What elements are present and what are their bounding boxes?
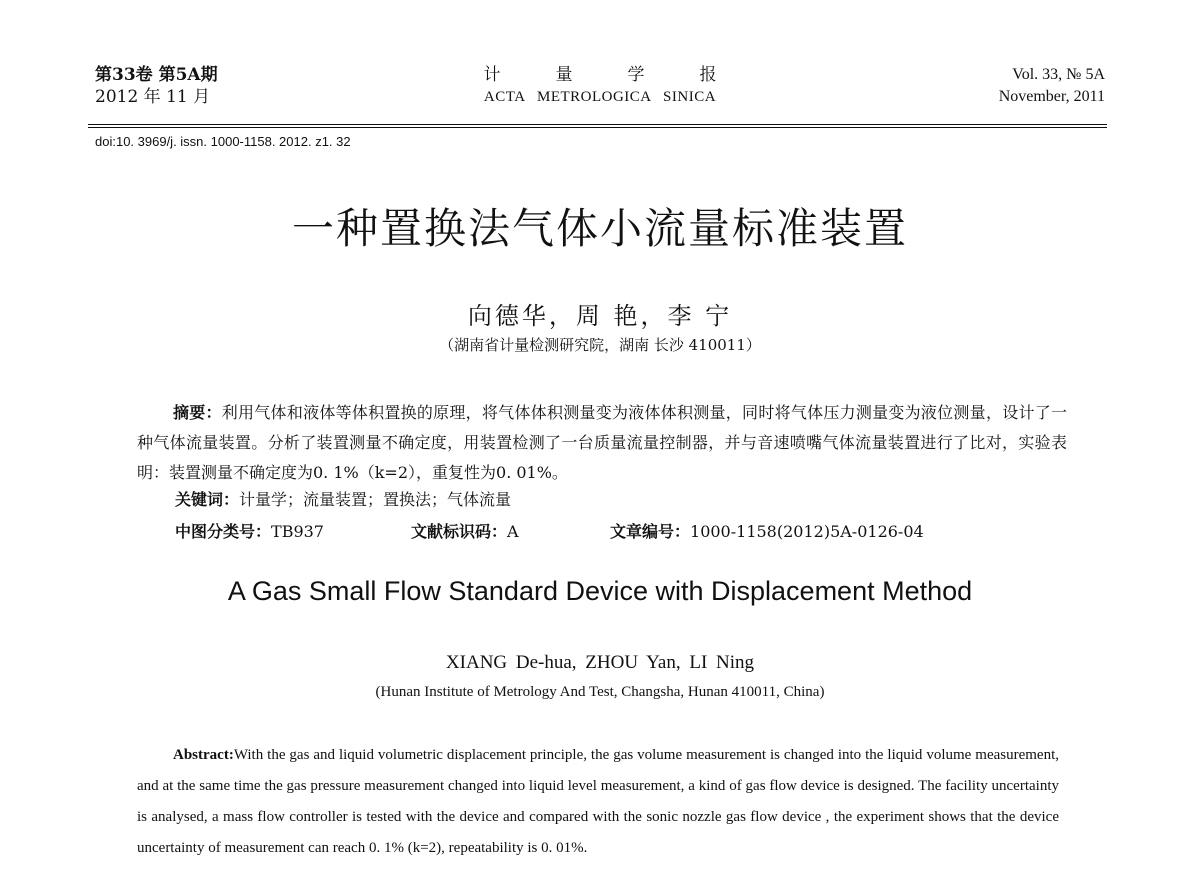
journal-char: 报 [699,65,717,85]
abstract-en-text: With the gas and liquid volumetric displacement principle, the gas volume measurement is changed into the liquid volume measurement, and at the same time the gas pressure measurement changed into liquid level measurement, a kind of gas flow device is designed. The facility uncertainty is analysed, a mass flow controller is tested with the device and compared with the sonic nozzle gas flow device , the experiment shows that the device uncertainty of measurement can reach 0. 1% (k=2), repeatability is 0. 01%. [137,747,1059,856]
volume-en: Vol. 33, № 5A [1012,66,1105,83]
paper-title-en: A Gas Small Flow Standard Device with Displacement Method [227,576,973,606]
paper-title-cn: 一种置换法气体小流量标准装置 [291,204,908,253]
issue-date-en: November, 2011 [998,88,1105,105]
journal-name-cn [440,64,760,86]
journal-name-en: ACTA METROLOGICA SINICA [483,89,717,105]
doi: doi:10. 3969/j. issn. 1000-1158. 2012. z1. 32 [95,134,351,149]
journal-volume-en [999,64,1105,108]
article-number [610,519,924,542]
journal-name [440,64,760,108]
journal-char: 量 [555,65,573,85]
keywords-cn-label: 关键词： [175,490,240,509]
volume-issue: 第33卷 第5A期 [95,65,218,85]
affiliation-cn: （湖南省计量检测研究院，湖南 长沙 410011） [439,336,761,354]
journal-char: 学 [627,65,645,85]
authors-cn: 向德华，周 艳，李 宁 [467,302,733,330]
abstract-cn-text: 利用气体和液体等体积置换的原理，将气体体积测量变为液体体积测量，同时将气体压力测量变为液位测量，设计了一种气体流量装置。分析了装置测量不确定度，用装置检测了一台质量流量控制器，并与音速喷嘴气体流量装置进行了比对，实验表明：装置测量不确定度为0. 1%（k=2），重复性为0. 01%。 [137,403,1067,482]
clc-label: 中图分类号： [175,522,272,541]
document-code [411,519,519,542]
abstract-en-label: Abstract: [173,747,234,763]
article-number-label: 文章编号： [610,522,691,541]
doc-code-label: 文献标识码： [411,522,508,541]
article-number-value: 1000-1158(2012)5A-0126-04 [690,522,924,541]
keywords-cn [175,487,511,510]
abstract-en [137,740,1059,864]
abstract-cn [137,398,1067,488]
clc-value: TB937 [271,522,324,541]
journal-char: 计 [483,65,501,85]
affiliation-en: (Hunan Institute of Metrology And Test, Changsha, Hunan 410011, China) [375,684,825,700]
doc-code-value: A [507,522,519,541]
abstract-cn-label: 摘要： [173,403,222,422]
journal-issue-info [95,64,218,108]
authors-en: XIANG De-hua, ZHOU Yan, LI Ning [445,652,755,673]
header-rule-thin [88,127,1107,128]
header-rule [88,124,1107,125]
clc-number [175,519,324,542]
issue-date-cn: 2012 年 11 月 [95,87,211,107]
keywords-cn-text: 计量学；流量装置；置换法；气体流量 [239,490,512,509]
